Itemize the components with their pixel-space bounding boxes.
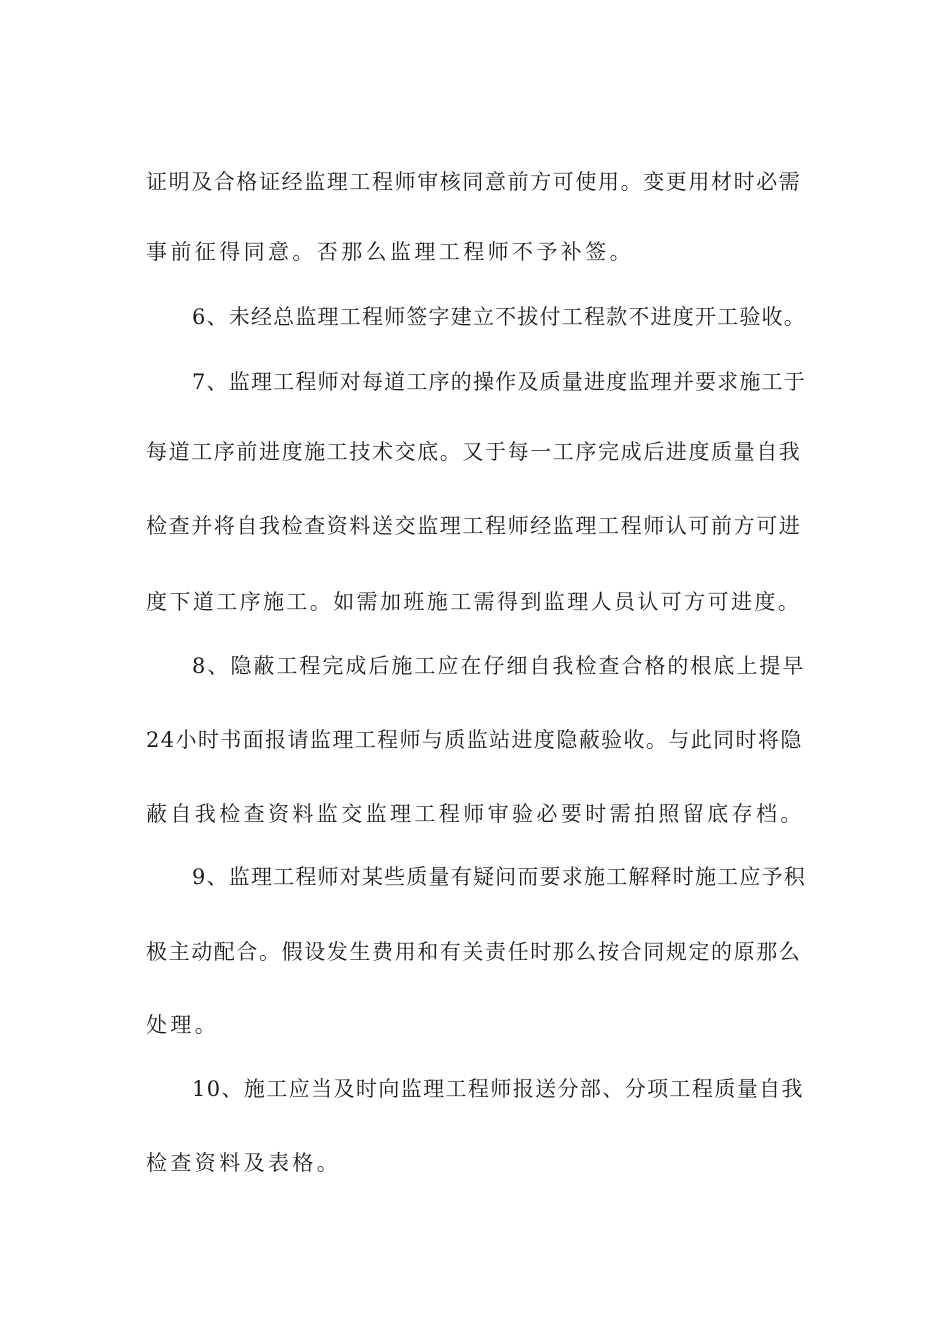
item-8-line-2: 24小时书面报请监理工程师与质监站进度隐蔽验收。与此同时将隐 — [146, 728, 803, 752]
item-7-line-2: 每道工序前进度施工技术交底。又于每一工序完成后进度质量自我 — [146, 440, 802, 464]
text-line-2: 事前征得同意。否那么监理工程师不予补签。 — [146, 240, 634, 264]
item-7-line-1: 7、监理工程师对每道工序的操作及质量进度监理并要求施工于 — [192, 370, 806, 394]
item-9-line-1: 9、监理工程师对某些质量有疑问而要求施工解释时施工应予积 — [192, 865, 806, 889]
item-9-line-3: 处理。 — [146, 1013, 220, 1037]
item-10-line-2: 检查资料及表格。 — [146, 1151, 342, 1175]
item-6-line-1: 6、未经总监理工程师签字建立不拔付工程款不进度开工验收。 — [192, 305, 806, 329]
item-7-line-3: 检查并将自我检查资料送交监理工程师经监理工程师认可前方可进 — [146, 514, 802, 538]
item-7-line-4: 度下道工序施工。如需加班施工需得到监理人员认可方可进度。 — [146, 590, 802, 614]
item-10-line-1: 10、施工应当及时向监理工程师报送分部、分项工程质量自我 — [192, 1077, 804, 1101]
body-text — [146, 0, 806, 1344]
item-8-line-3: 蔽自我检查资料监交监理工程师审验必要时需拍照留底存档。 — [146, 802, 805, 826]
item-8-line-1: 8、隐蔽工程完成后施工应在仔细自我检查合格的根底上提早 — [192, 654, 806, 678]
item-9-line-2: 极主动配合。假设发生费用和有关责任时那么按合同规定的原那么 — [146, 940, 802, 964]
text-line-1: 证明及合格证经监理工程师审核同意前方可使用。变更用材时必需 — [146, 170, 802, 194]
